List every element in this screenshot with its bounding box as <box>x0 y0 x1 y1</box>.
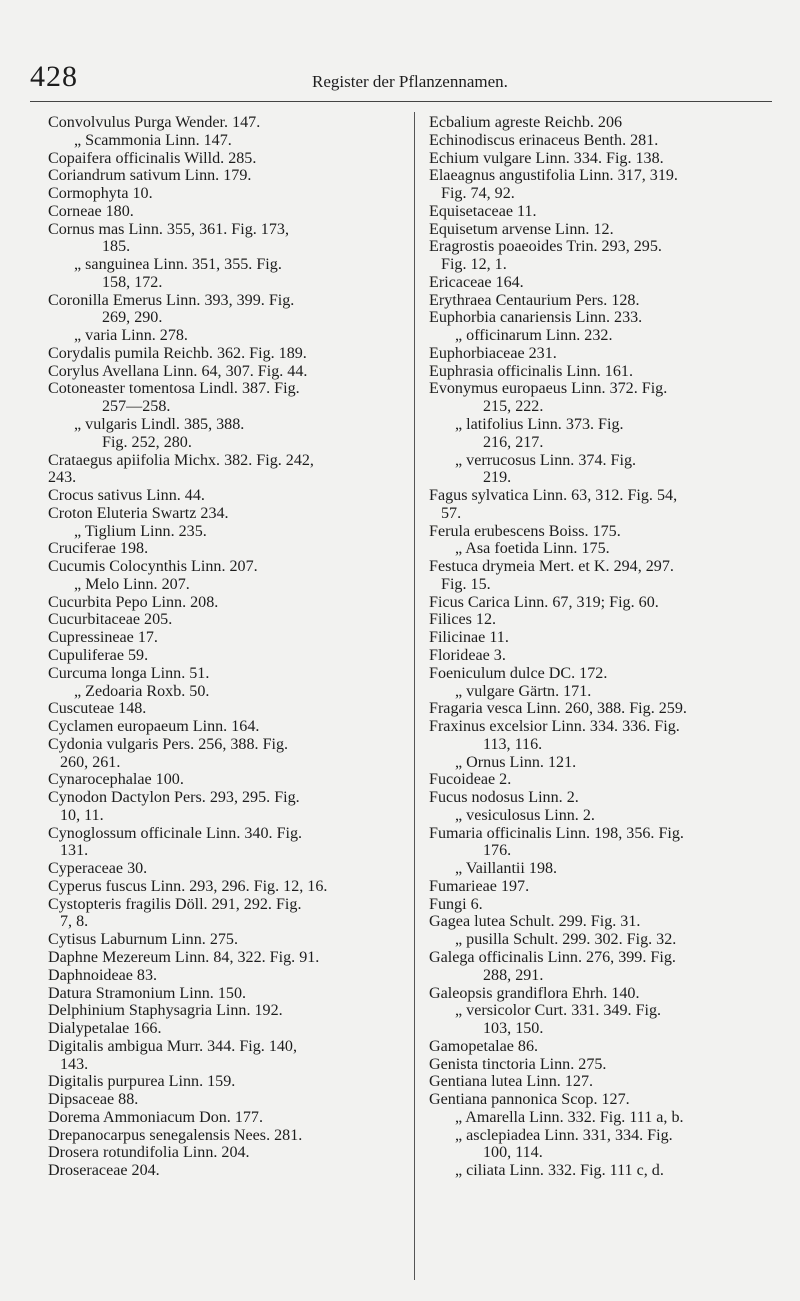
index-entry: Fagus sylvatica Linn. 63, 312. Fig. 54, <box>429 487 678 505</box>
index-entry: Fig. 12, 1. <box>441 256 507 274</box>
index-entry: 158, 172. <box>102 273 163 291</box>
index-entry: Fig. 15. <box>441 575 491 593</box>
index-entry: Fucoideae 2. <box>429 771 512 789</box>
index-entry: „ pusilla Schult. 299. 302. Fig. 32. <box>455 931 677 949</box>
index-entry: Delphinium Staphysagria Linn. 192. <box>48 1002 283 1020</box>
index-entry: 260, 261. <box>60 753 121 771</box>
index-entry: Corydalis pumila Reichb. 362. Fig. 189. <box>48 344 307 362</box>
index-entry: „ verrucosus Linn. 374. Fig. <box>455 451 637 469</box>
index-entry: Cornus mas Linn. 355, 361. Fig. 173, <box>48 220 289 238</box>
index-entry: Croton Eluteria Swartz 234. <box>48 504 229 522</box>
index-entry: Ecbalium agreste Reichb. 206 <box>429 114 623 131</box>
index-entry: Gentiana pannonica Scop. 127. <box>429 1091 630 1109</box>
index-entry: Crocus sativus Linn. 44. <box>48 487 205 505</box>
index-entry: Eragrostis poaeoides Trin. 293, 295. <box>429 238 662 256</box>
index-entry: Gentiana lutea Linn. 127. <box>429 1073 594 1091</box>
index-entry: Coronilla Emerus Linn. 393, 399. Fig. <box>48 291 295 309</box>
index-column-right <box>429 114 777 1180</box>
index-entry: Copaifera officinalis Willd. 285. <box>48 149 257 167</box>
index-entry: „ versicolor Curt. 331. 349. Fig. <box>455 1002 662 1020</box>
index-column-left <box>48 114 400 1180</box>
column-divider <box>414 112 415 1280</box>
index-entry: Equisetum arvense Linn. 12. <box>429 220 614 238</box>
index-entry: Cyperaceae 30. <box>48 860 148 878</box>
index-entry: 103, 150. <box>483 1020 544 1038</box>
index-entry: „ Amarella Linn. 332. Fig. 111 a, b. <box>455 1108 684 1126</box>
index-entry: 113, 116. <box>483 735 543 753</box>
index-entry: 219. <box>483 469 512 487</box>
index-entry: „ ciliata Linn. 332. Fig. 111 c, d. <box>455 1162 664 1180</box>
index-entry: Cruciferae 198. <box>48 540 149 558</box>
index-entry: Elaeagnus angustifolia Linn. 317, 319. <box>429 167 678 185</box>
index-entry: Digitalis ambigua Murr. 344. Fig. 140, <box>48 1037 297 1055</box>
index-entry: Cynoglossum officinale Linn. 340. Fig. <box>48 824 303 842</box>
index-entry: Florideae 3. <box>429 646 506 664</box>
index-entry: Cupressineae 17. <box>48 629 158 647</box>
index-entry: „ Scammonia Linn. 147. <box>74 131 232 149</box>
index-entry: Cynarocephalae 100. <box>48 771 184 789</box>
index-entry: Cuscuteae 148. <box>48 700 147 718</box>
index-entry: Festuca drymeia Mert. et K. 294, 297. <box>429 558 674 576</box>
index-entry: Cyclamen europaeum Linn. 164. <box>48 718 260 736</box>
index-entry: Cystopteris fragilis Döll. 291, 292. Fig. <box>48 895 302 913</box>
index-entry: Corneae 180. <box>48 202 134 220</box>
index-entry: „ vulgaris Lindl. 385, 388. <box>74 416 245 434</box>
index-entry: Galega officinalis Linn. 276, 399. Fig. <box>429 948 676 966</box>
index-entry: „ officinarum Linn. 232. <box>455 327 613 345</box>
index-entry: Fig. 252, 280. <box>102 433 192 451</box>
index-entry: 185. <box>102 238 131 256</box>
index-entry: Filicinae 11. <box>429 629 509 647</box>
index-entry: Cytisus Laburnum Linn. 275. <box>48 931 238 949</box>
index-entry: Cynodon Dactylon Pers. 293, 295. Fig. <box>48 789 300 807</box>
index-entry: Fumarieae 197. <box>429 877 530 895</box>
index-entry: Dialypetalae 166. <box>48 1020 162 1038</box>
index-entry: Dorema Ammoniacum Don. 177. <box>48 1108 263 1126</box>
index-entry: Cormophyta 10. <box>48 185 153 203</box>
index-entry: Euphorbiaceae 231. <box>429 344 557 362</box>
index-entry: „ Melo Linn. 207. <box>74 575 190 593</box>
index-entry: „ asclepiadea Linn. 331, 334. Fig. <box>455 1126 673 1144</box>
index-entry: 10, 11. <box>60 806 104 824</box>
index-entry: Gagea lutea Schult. 299. Fig. 31. <box>429 913 641 931</box>
index-entry: Curcuma longa Linn. 51. <box>48 664 210 682</box>
index-entry: Droseraceae 204. <box>48 1162 160 1180</box>
index-entry: Fig. 74, 92. <box>441 185 515 203</box>
index-entry: Drepanocarpus senegalensis Nees. 281. <box>48 1126 303 1144</box>
index-entry: Fucus nodosus Linn. 2. <box>429 789 579 807</box>
index-entry: „ Ornus Linn. 121. <box>455 753 577 771</box>
index-entry: „ Vaillantii 198. <box>455 860 558 878</box>
index-entry: Galeopsis grandiflora Ehrh. 140. <box>429 984 640 1002</box>
index-entry: Ericaceae 164. <box>429 273 524 291</box>
index-entry: 288, 291. <box>483 966 544 984</box>
index-entry: Cotoneaster tomentosa Lindl. 387. Fig. <box>48 380 300 398</box>
index-entry: „ Zedoaria Roxb. 50. <box>74 682 210 700</box>
index-entry: Fungi 6. <box>429 895 483 913</box>
index-entry: 131. <box>60 842 89 860</box>
index-entry: Fumaria officinalis Linn. 198, 356. Fig. <box>429 824 684 842</box>
index-entry: Evonymus europaeus Linn. 372. Fig. <box>429 380 668 398</box>
index-entry: Datura Stramonium Linn. 150. <box>48 984 247 1002</box>
header-rule <box>30 101 772 102</box>
index-entry: 243. <box>48 469 77 487</box>
index-entry: Cupuliferae 59. <box>48 646 149 664</box>
index-entry: Cucurbitaceae 205. <box>48 611 173 629</box>
index-entry: Euphrasia officinalis Linn. 161. <box>429 362 633 380</box>
index-entry: „ vesiculosus Linn. 2. <box>455 806 595 824</box>
index-entry: Crataegus apiifolia Michx. 382. Fig. 242, <box>48 451 314 469</box>
index-entry: Cyperus fuscus Linn. 293, 296. Fig. 12, 16. <box>48 877 328 895</box>
index-entry: „ vulgare Gärtn. 171. <box>455 682 592 700</box>
index-entry: Daphnoideae 83. <box>48 966 158 984</box>
index-entry: 216, 217. <box>483 433 544 451</box>
index-entry: Erythraea Centaurium Pers. 128. <box>429 291 640 309</box>
index-entry: 143. <box>60 1055 89 1073</box>
index-entry: Echinodiscus erinaceus Benth. 281. <box>429 131 659 149</box>
index-entry: Ficus Carica Linn. 67, 319; Fig. 60. <box>429 593 659 611</box>
index-entry: Filices 12. <box>429 611 497 629</box>
index-entry: Drosera rotundifolia Linn. 204. <box>48 1144 250 1162</box>
index-entry: 7, 8. <box>60 913 89 931</box>
index-entry: Daphne Mezereum Linn. 84, 322. Fig. 91. <box>48 948 320 966</box>
index-entry: Convolvulus Purga Wender. 147. <box>48 114 261 131</box>
index-entry: Cucumis Colocynthis Linn. 207. <box>48 558 258 576</box>
page-number: 428 <box>30 60 78 93</box>
index-entry: 269, 290. <box>102 309 163 327</box>
index-entry: Corylus Avellana Linn. 64, 307. Fig. 44. <box>48 362 308 380</box>
index-entry: Fragaria vesca Linn. 260, 388. Fig. 259. <box>429 700 687 718</box>
index-entry: 215, 222. <box>483 398 544 416</box>
index-entry: „ Tiglium Linn. 235. <box>74 522 207 540</box>
index-entry: Gamopetalae 86. <box>429 1037 539 1055</box>
index-entry: Cucurbita Pepo Linn. 208. <box>48 593 219 611</box>
index-entry: 176. <box>483 842 512 860</box>
index-entry: Euphorbia canariensis Linn. 233. <box>429 309 643 327</box>
index-entry: Equisetaceae 11. <box>429 202 537 220</box>
index-entry: „ varia Linn. 278. <box>74 327 188 345</box>
index-entry: 57. <box>441 504 462 522</box>
index-entry: „ Asa foetida Linn. 175. <box>455 540 610 558</box>
index-entry: 257—258. <box>102 398 171 416</box>
index-entry: „ latifolius Linn. 373. Fig. <box>455 416 624 434</box>
index-entry: 100, 114. <box>483 1144 543 1162</box>
index-entry: Foeniculum dulce DC. 172. <box>429 664 608 682</box>
index-entry: Cydonia vulgaris Pers. 256, 388. Fig. <box>48 735 289 753</box>
index-entry: Echium vulgare Linn. 334. Fig. 138. <box>429 149 664 167</box>
index-entry: „ sanguinea Linn. 351, 355. Fig. <box>74 256 282 274</box>
index-entry: Dipsaceae 88. <box>48 1091 139 1109</box>
running-title: Register der Pflanzennamen. <box>312 72 508 91</box>
index-entry: Ferula erubescens Boiss. 175. <box>429 522 621 540</box>
index-entry: Digitalis purpurea Linn. 159. <box>48 1073 236 1091</box>
index-entry: Genista tinctoria Linn. 275. <box>429 1055 607 1073</box>
index-entry: Fraxinus excelsior Linn. 334. 336. Fig. <box>429 718 680 736</box>
index-entry: Coriandrum sativum Linn. 179. <box>48 167 252 185</box>
